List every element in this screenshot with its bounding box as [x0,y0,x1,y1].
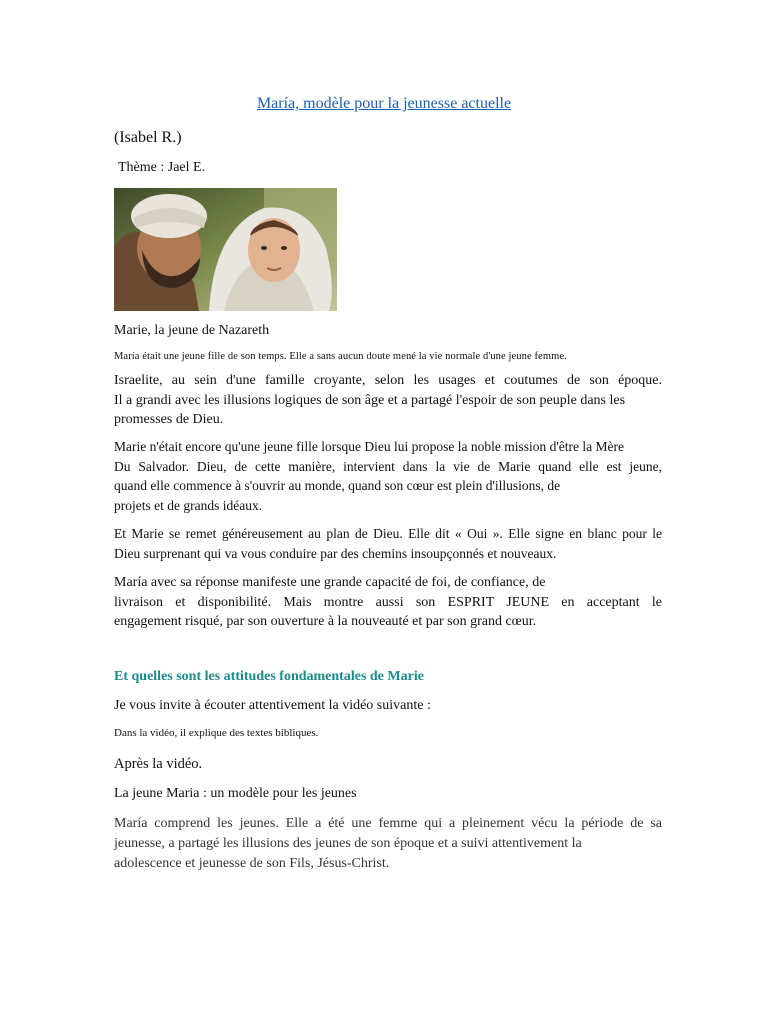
paragraph-4-line: livraison et disponibilité. Mais montre aussi son ESPRIT JEUNE en acceptant le [114,594,662,610]
paragraph-5 [114,814,662,874]
author-line: (Isabel R.) [114,129,182,146]
paragraph-4 [114,573,662,632]
photo-joseph-mary [114,188,337,311]
paragraph-1-line: Il a grandi avec les illusions logiques de son âge et a partagé l'espoir de son peuple dans les [114,392,626,408]
intro-small-text: María était une jeune fille de son temps. Elle a sans aucun doute mené la vie normale d'une jeune femme. [114,351,567,362]
heading-model-youth: La jeune Maria : un modèle pour les jeunes [114,786,357,801]
document-title-link[interactable]: María, modèle pour la jeunesse actuelle [256,95,512,112]
paragraph-5-line: jeunesse, a partagé les illusions des jeunes de son époque et a suivi attentivement la [114,836,582,851]
paragraph-5-line: María comprend les jeunes. Elle a été une femme qui a pleinement vécu la période de sa [114,816,662,831]
section-heading-attitudes: Et quelles sont les attitudes fondamentales de Marie [114,669,424,684]
after-video-text: Après la vidéo. [114,756,203,772]
paragraph-3 [114,524,662,563]
paragraph-2-line: Du Salvador. Dieu, de cette manière, intervient dans la vie de Marie quand elle est jeune, [114,458,662,474]
photo-illustration [114,188,337,311]
paragraph-1-line: promesses de Dieu. [114,412,224,427]
paragraph-2-line: projets et de grands idéaux. [114,497,263,513]
heading-nazareth: Marie, la jeune de Nazareth [114,323,270,338]
paragraph-2-line: Marie n'était encore qu'une jeune fille lorsque Dieu lui propose la noble mission d'être la Mère [114,439,625,454]
paragraph-4-line: engagement risqué, par son ouverture à la nouveauté et par son grand cœur. [114,614,537,629]
paragraph-4-line: María avec sa réponse manifeste une grande capacité de foi, de confiance, de [114,575,546,590]
paragraph-3-line: Et Marie se remet généreusement au plan de Dieu. Elle dit « Oui ». Elle signe en blanc pour le [114,526,662,541]
paragraph-1 [114,371,662,430]
paragraph-2-line: quand elle commence à s'ouvrir au monde, quand son cœur est plein d'illusions, de [114,478,561,493]
video-invite-text: Je vous invite à écouter attentivement la vidéo suivante : [114,698,431,713]
paragraph-5-line: adolescence et jeunesse de son Fils, Jésus-Christ. [114,856,390,871]
paragraph-1-line: Israelite, au sein d'une famille croyante, selon les usages et coutumes de son époque. [114,373,662,388]
video-small-text: Dans la vidéo, il explique des textes bibliques. [114,727,319,739]
theme-line: Thème : Jael E. [118,160,206,175]
paragraph-2 [114,437,662,515]
paragraph-3-line: Dieu surprenant qui va vous conduire par des chemins insoupçonnés et nouveaux. [114,545,557,561]
